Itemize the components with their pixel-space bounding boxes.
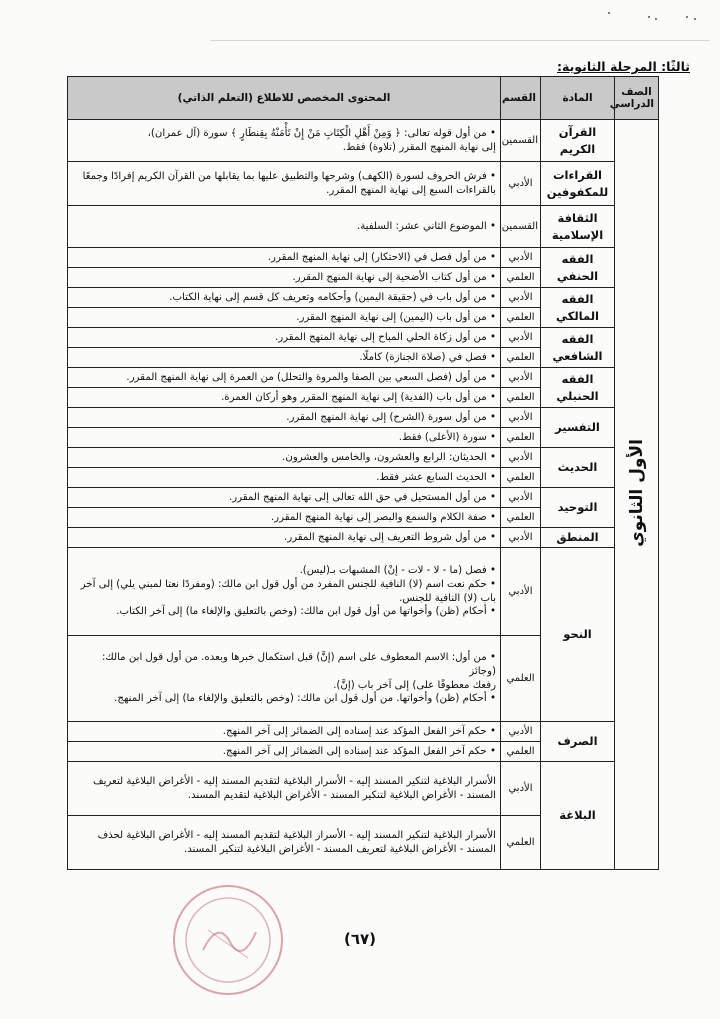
content-cell (68, 488, 501, 508)
page-number: (٦٧) (343, 930, 377, 948)
track-cell: الأدبي (501, 448, 541, 468)
content-cell (68, 468, 501, 488)
track-cell: الأدبي (501, 408, 541, 428)
official-stamp (168, 880, 288, 1000)
track-cell: العلمي (501, 268, 541, 288)
content-line: الأسرار البلاغية لتنكير المسند إليه - الأسرار البلاغية لتقديم المسند إليه - الأغراض البلاغية لحذف (97, 829, 496, 841)
subject-cell: الثقافة الإسلامية (541, 206, 615, 248)
content-cell (68, 308, 501, 328)
table-row (68, 762, 659, 816)
content-line: رفعك معطوفًا على) إلى آخر باب (إنَّ). (333, 679, 496, 691)
content-line: باب (لا) النافية للجنس. (399, 592, 496, 604)
content-line: • من أول باب (الفدية) إلى نهاية المنهج المقرر وهو أركان العمرة. (72, 391, 496, 405)
content-cell (68, 448, 501, 468)
content-cell (68, 328, 501, 348)
header-grade: الصف الدراسي (615, 77, 659, 120)
table-row (68, 448, 659, 468)
track-cell: القسمين (501, 206, 541, 248)
subject-cell: الفقه الشافعي (541, 328, 615, 368)
content-line: • الحديثان: الرابع والعشرون، والخامس والعشرون. (72, 451, 496, 465)
content-line: إلى نهاية المنهج المقرر (تلاوة) فقط. (342, 141, 496, 153)
track-cell: الأدبي (501, 488, 541, 508)
curriculum-table (67, 76, 659, 870)
content-cell (68, 368, 501, 388)
track-cell: الأدبي (501, 528, 541, 548)
content-line: • من أول قوله تعالى: ﴿ وَمِنْ أَهْلِ الْكِتَابِ مَنْ إِنْ تَأْمَنْهُ بِقِنطَارٍ ﴾ سورة (آل عمران)، (72, 127, 496, 141)
content-line: • من أول المستحيل في حق الله تعالى إلى نهاية المنهج المقرر. (72, 491, 496, 505)
content-line: • حكم آخر الفعل المؤكد عند إسناده إلى الضمائر إلى آخر المنهج. (72, 725, 496, 739)
track-cell: العلمي (501, 816, 541, 870)
table-header-row (68, 77, 659, 120)
track-cell: الأدبي (501, 162, 541, 206)
grade-label: الأول الثانوي (626, 439, 647, 547)
content-line: • من أول باب في (حقيقة اليمين) وأحكامه وتعريف كل قسم إلى نهاية الكتاب. (72, 291, 496, 305)
content-line: • حكم نعت اسم (لا) النافية للجنس المفرد من أول قول ابن مالك: (ومفردًا نعتا لمبني يلي) إلى آخر (72, 578, 496, 592)
subject-cell: القراءات للمكفوفين (541, 162, 615, 206)
content-line: • أحكام (ظن) وأخواتها. من أول قول ابن مالك: (وخص بالتعليق والإلغاء ما) إلى آخر المنهج. (72, 692, 496, 706)
content-line: • من أول شروط التعريف إلى نهاية المنهج المقرر. (72, 531, 496, 545)
content-cell (68, 762, 501, 816)
content-cell (68, 722, 501, 742)
header-track: القسم (501, 77, 541, 120)
table-row (68, 488, 659, 508)
subject-cell: البلاغة (541, 762, 615, 870)
track-cell: الأدبي (501, 288, 541, 308)
content-cell (68, 120, 501, 162)
content-cell (68, 548, 501, 636)
content-line: الأسرار البلاغية لتنكير المسند إليه - الأسرار البلاغية لتقديم المسند إليه - الأغراض البلاغية لتعريف (93, 775, 496, 787)
content-cell (68, 408, 501, 428)
content-line: • فرش الحروف لسورة (الكهف) وشرحها والتطبيق عليها بما يقابلها من القرآن الكريم إفرادًا وجمعًا (72, 170, 496, 184)
subject-cell: النحو (541, 548, 615, 722)
subject-cell: الفقه الحنفي (541, 248, 615, 288)
track-cell: العلمي (501, 348, 541, 368)
content-cell (68, 348, 501, 368)
content-line: • أحكام (ظن) وأخواتها من أول قول ابن مالك: (وخص بالتعليق والإلغاء ما) إلى آخر الكتاب. (72, 605, 496, 619)
content-line: • من أول فصل في (الاحتكار) إلى نهاية المنهج المقرر. (72, 251, 496, 265)
content-line: • صفة الكلام والسمع والبصر إلى نهاية المنهج المقرر. (72, 511, 496, 525)
track-cell: الأدبي (501, 762, 541, 816)
track-cell: العلمي (501, 308, 541, 328)
content-line: المسند - الأغراض البلاغية لتنكير المسند - الأغراض البلاغية لتقديم المسند. (187, 789, 496, 801)
track-cell: العلمي (501, 468, 541, 488)
content-cell (68, 162, 501, 206)
subject-cell: الحديث (541, 448, 615, 488)
track-cell: الأدبي (501, 368, 541, 388)
track-cell: العلمي (501, 388, 541, 408)
content-line: • من أول: الاسم المعطوف على اسم (إنَّ) قبل استكمال خبرها وبعده. من أول قول ابن مالك: (وجائز (72, 651, 496, 679)
content-line: • من أول زكاة الحلي المباح إلى نهاية المنهج المقرر. (72, 331, 496, 345)
subject-cell: القرآن الكريم (541, 120, 615, 162)
content-line: • الحديث السابع عشر فقط. (72, 471, 496, 485)
content-line: بالقراءات السبع إلى نهاية المنهج المقرر. (326, 184, 496, 196)
content-line: • من أول باب (اليمين) إلى نهاية المنهج المقرر. (72, 311, 496, 325)
track-cell: الأدبي (501, 548, 541, 636)
content-cell (68, 248, 501, 268)
subject-cell: التوحيد (541, 488, 615, 528)
track-cell: العلمي (501, 428, 541, 448)
header-content: المحتوى المخصص للاطلاع (التعلم الذاتي) (68, 77, 501, 120)
content-cell (68, 268, 501, 288)
content-cell (68, 508, 501, 528)
subject-cell: المنطق (541, 528, 615, 548)
content-line: • فصل (ما - لا - لات - إنْ) المشبهات بـ(ليس). (72, 564, 496, 578)
content-cell (68, 742, 501, 762)
track-cell: العلمي (501, 508, 541, 528)
table-row (68, 528, 659, 548)
subject-cell: الفقه المالكي (541, 288, 615, 328)
table-row (68, 408, 659, 428)
scan-line (210, 40, 710, 41)
content-cell (68, 428, 501, 448)
track-cell: الأدبي (501, 722, 541, 742)
content-cell (68, 636, 501, 722)
header-subject: المادة (541, 77, 615, 120)
subject-cell: التفسير (541, 408, 615, 448)
content-cell (68, 206, 501, 248)
table-row (68, 206, 659, 248)
content-line: • حكم آخر الفعل المؤكد عند إسناده إلى الضمائر إلى آخر المنهج. (72, 745, 496, 759)
track-cell: القسمين (501, 120, 541, 162)
table-row (68, 368, 659, 388)
table-row (68, 328, 659, 348)
content-line: • سورة (الأعلى) فقط. (72, 431, 496, 445)
content-line: • من أول (فصل السعي بين الصفا والمروة والتحلل) من العمرة إلى نهاية المنهج المقرر. (72, 371, 496, 385)
content-line: • فصل في (صلاة الجنازة) كاملًا. (72, 351, 496, 365)
track-cell: الأدبي (501, 328, 541, 348)
table-row (68, 248, 659, 268)
track-cell: العلمي (501, 742, 541, 762)
table-row (68, 722, 659, 742)
track-cell: العلمي (501, 636, 541, 722)
content-line: المسند - الأغراض البلاغية لتعريف المسند - الأغراض البلاغية لتنكير المسند. (183, 843, 496, 855)
table-row (68, 120, 659, 162)
track-cell: الأدبي (501, 248, 541, 268)
subject-cell: الصرف (541, 722, 615, 762)
content-cell (68, 528, 501, 548)
table-row (68, 548, 659, 636)
table-row (68, 288, 659, 308)
table-row (68, 162, 659, 206)
content-cell (68, 288, 501, 308)
section-heading: ثالثًا: المرحلة الثانوية: (557, 59, 690, 74)
content-line: • من أول سورة (الشرح) إلى نهاية المنهج المقرر. (72, 411, 496, 425)
grade-cell (615, 120, 659, 870)
content-cell (68, 388, 501, 408)
content-line: • من أول كتاب الأضحية إلى نهاية المنهج المقرر. (72, 271, 496, 285)
content-cell (68, 816, 501, 870)
content-line: • الموضوع الثاني عشر: السلفية. (72, 220, 496, 234)
subject-cell: الفقه الحنبلي (541, 368, 615, 408)
